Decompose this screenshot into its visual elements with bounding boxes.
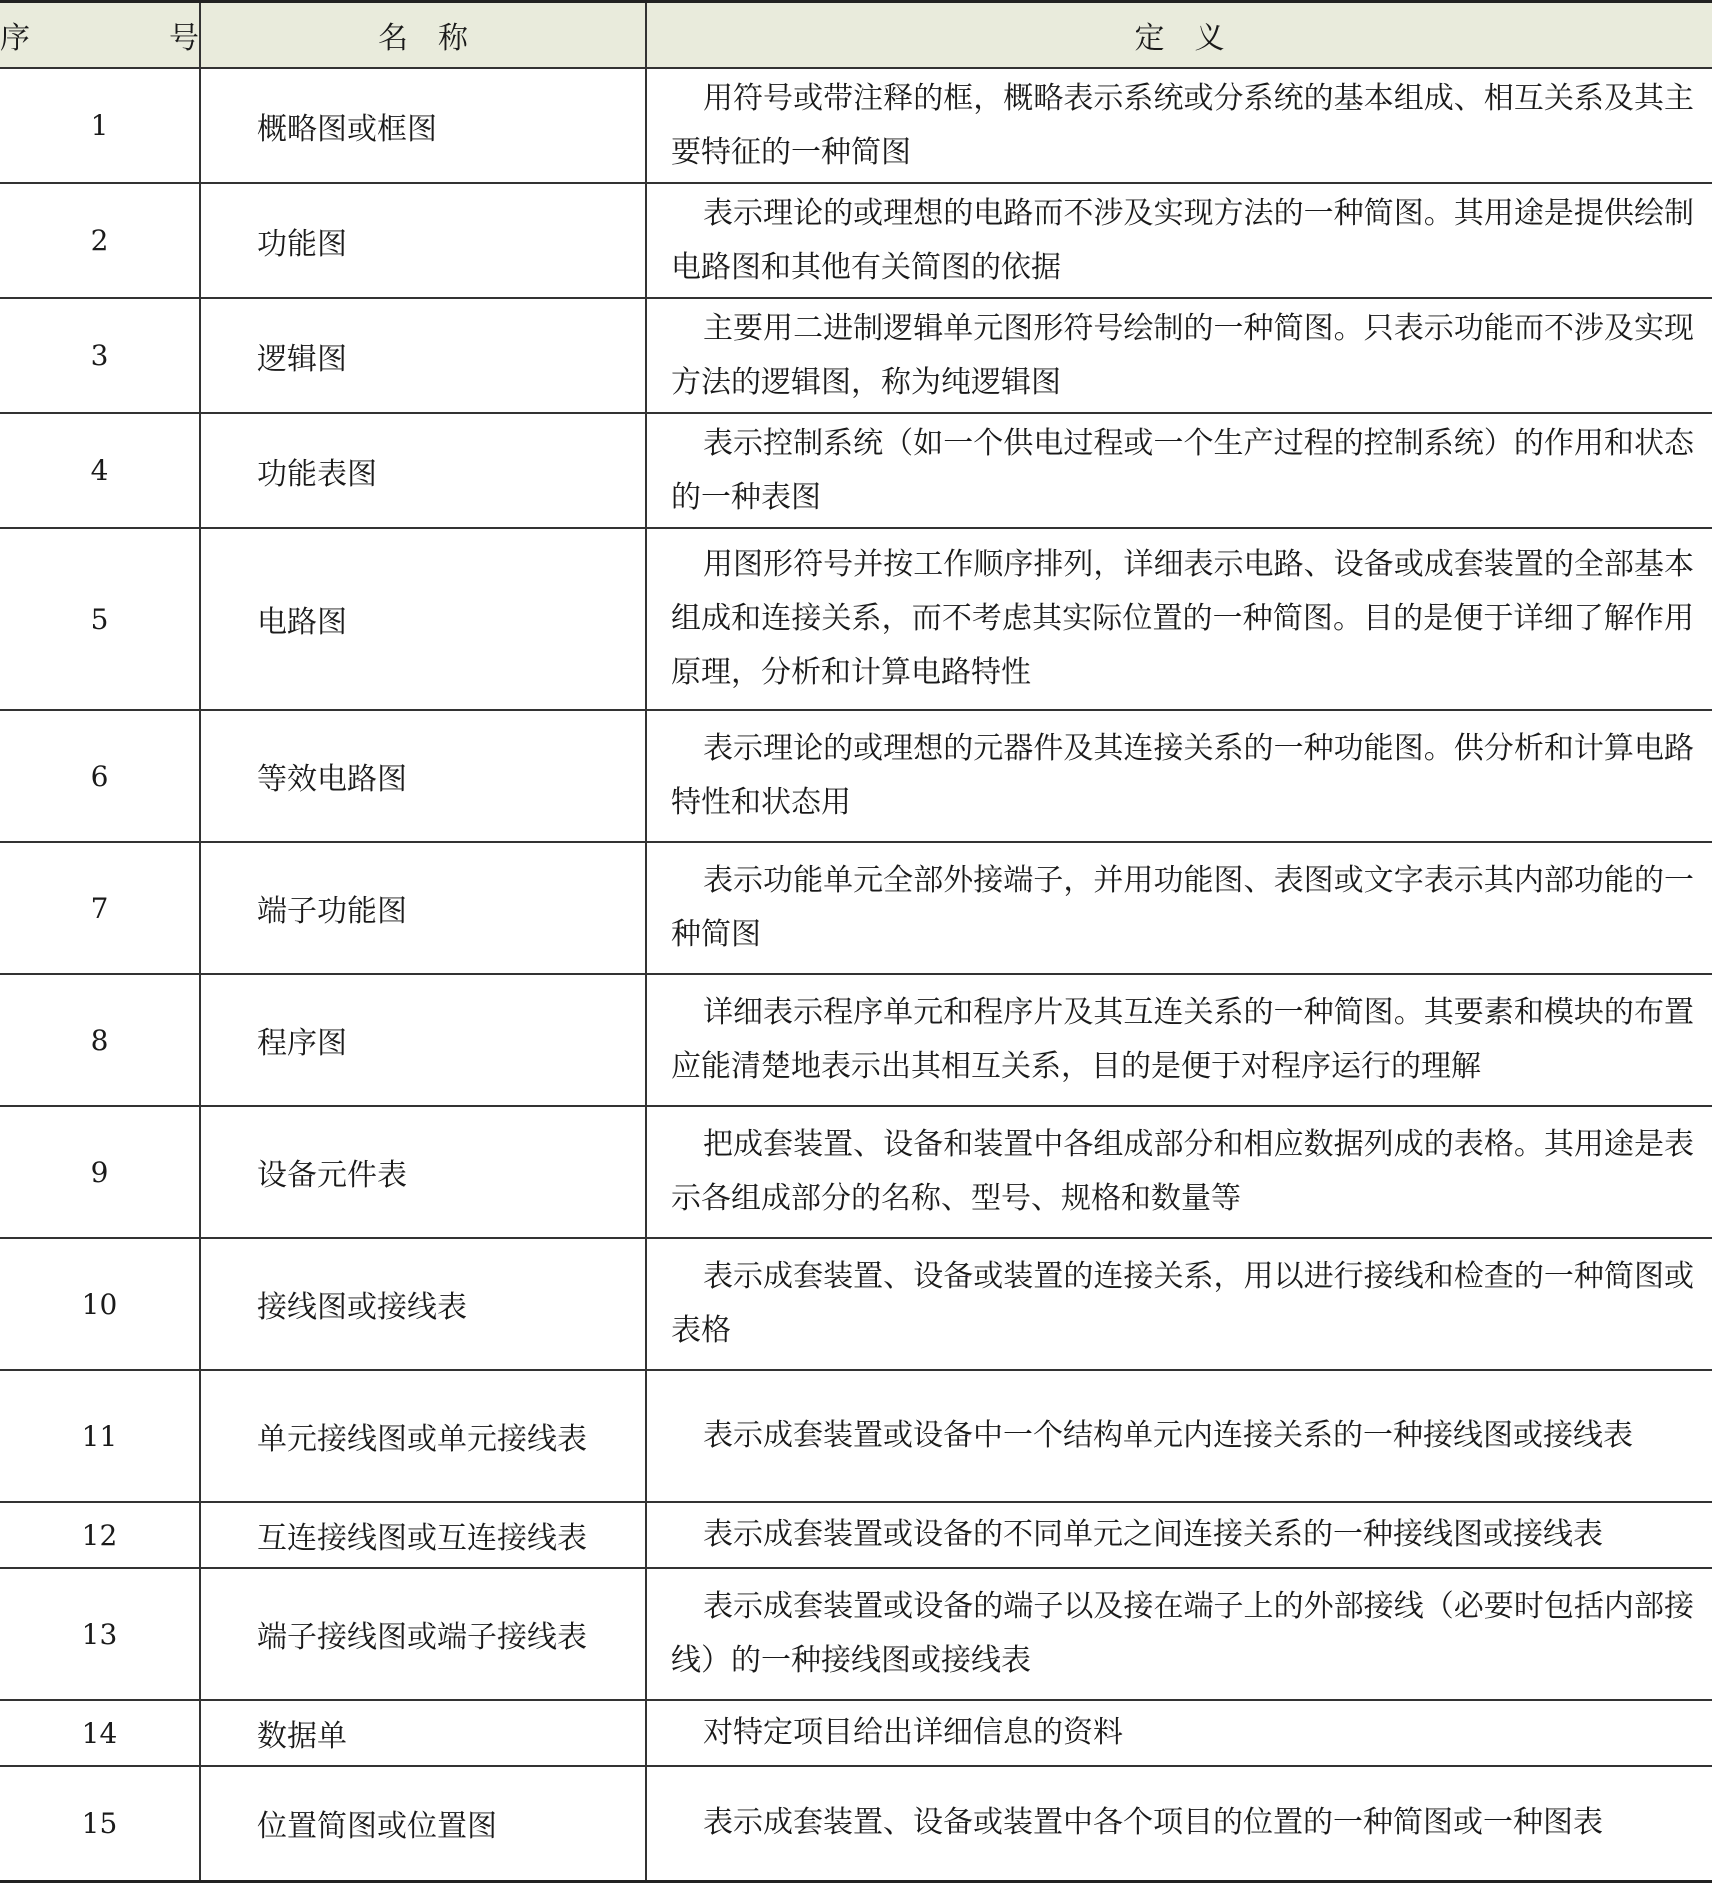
row-definition: 表示成套装置或设备的端子以及接在端子上的外部接线（必要时包括内部接线）的一种接线图或接线表 [671, 1589, 1694, 1678]
row-number: 15 [0, 1766, 200, 1881]
row-name: 端子功能图 [200, 842, 646, 974]
row-name: 单元接线图或单元接线表 [200, 1370, 646, 1502]
row-definition: 表示理论的或理想的元器件及其连接关系的一种功能图。供分析和计算电路特性和状态用 [671, 731, 1694, 820]
row-number: 7 [0, 842, 200, 974]
row-definition: 表示成套装置或设备中一个结构单元内连接关系的一种接线图或接线表 [703, 1418, 1633, 1453]
row-definition-cell [646, 68, 1712, 183]
row-definition: 用图形符号并按工作顺序排列，详细表示电路、设备或成套装置的全部基本组成和连接关系，而不考虑其实际位置的一种简图。目的是便于详细了解作用原理，分析和计算电路特性 [671, 547, 1694, 690]
row-number: 13 [0, 1568, 200, 1700]
row-name: 等效电路图 [200, 710, 646, 842]
row-name: 设备元件表 [200, 1106, 646, 1238]
row-number: 11 [0, 1370, 200, 1502]
row-number: 3 [0, 298, 200, 413]
row-definition: 表示成套装置或设备的不同单元之间连接关系的一种接线图或接线表 [703, 1517, 1603, 1552]
row-number: 1 [0, 68, 200, 183]
row-definition-cell [646, 1370, 1712, 1502]
row-definition-cell [646, 1568, 1712, 1700]
row-definition-cell [646, 1106, 1712, 1238]
header-definition: 定 义 [646, 2, 1712, 69]
table-row [0, 1700, 1712, 1766]
row-definition: 对特定项目给出详细信息的资料 [703, 1715, 1123, 1750]
row-definition: 表示功能单元全部外接端子，并用功能图、表图或文字表示其内部功能的一种简图 [671, 863, 1694, 952]
row-definition: 用符号或带注释的框，概略表示系统或分系统的基本组成、相互关系及其主要特征的一种简图 [671, 80, 1694, 170]
table-body [0, 68, 1712, 1881]
row-name: 功能图 [200, 183, 646, 298]
row-definition: 表示理论的或理想的电路而不涉及实现方法的一种简图。其用途是提供绘制电路图和其他有关简图的依据 [671, 195, 1694, 285]
row-number: 8 [0, 974, 200, 1106]
row-definition-cell [646, 298, 1712, 413]
table-row [0, 528, 1712, 710]
row-name: 数据单 [200, 1700, 646, 1766]
row-definition-cell [646, 1766, 1712, 1881]
row-name: 互连接线图或互连接线表 [200, 1502, 646, 1568]
row-definition-cell [646, 842, 1712, 974]
row-definition: 表示控制系统（如一个供电过程或一个生产过程的控制系统）的作用和状态的一种表图 [671, 425, 1694, 515]
header-name: 名 称 [200, 2, 646, 69]
row-definition-cell [646, 413, 1712, 528]
row-definition-cell [646, 710, 1712, 842]
row-name: 端子接线图或端子接线表 [200, 1568, 646, 1700]
table-row [0, 413, 1712, 528]
row-number: 14 [0, 1700, 200, 1766]
row-definition-cell [646, 528, 1712, 710]
table-row [0, 710, 1712, 842]
row-name: 程序图 [200, 974, 646, 1106]
header-no: 序 号 [0, 2, 200, 69]
table-header-row [0, 2, 1712, 69]
row-number: 5 [0, 528, 200, 710]
row-number: 12 [0, 1502, 200, 1568]
table-row [0, 974, 1712, 1106]
row-number: 4 [0, 413, 200, 528]
row-name: 接线图或接线表 [200, 1238, 646, 1370]
row-definition: 详细表示程序单元和程序片及其互连关系的一种简图。其要素和模块的布置应能清楚地表示出其相互关系，目的是便于对程序运行的理解 [671, 995, 1694, 1084]
table-row [0, 183, 1712, 298]
row-number: 10 [0, 1238, 200, 1370]
table-row [0, 68, 1712, 183]
row-definition: 表示成套装置、设备或装置的连接关系，用以进行接线和检查的一种简图或表格 [671, 1259, 1694, 1348]
row-definition: 主要用二进制逻辑单元图形符号绘制的一种简图。只表示功能而不涉及实现方法的逻辑图，称为纯逻辑图 [671, 310, 1694, 400]
table-row [0, 1370, 1712, 1502]
row-number: 6 [0, 710, 200, 842]
row-definition: 表示成套装置、设备或装置中各个项目的位置的一种简图或一种图表 [703, 1805, 1603, 1841]
row-number: 2 [0, 183, 200, 298]
table-row [0, 1502, 1712, 1568]
row-definition-cell [646, 1700, 1712, 1766]
row-definition-cell [646, 183, 1712, 298]
row-definition-cell [646, 974, 1712, 1106]
table-row [0, 1238, 1712, 1370]
row-name: 逻辑图 [200, 298, 646, 413]
table-row [0, 842, 1712, 974]
row-name: 位置简图或位置图 [200, 1766, 646, 1881]
row-name: 电路图 [200, 528, 646, 710]
row-name: 概略图或框图 [200, 68, 646, 183]
table-row [0, 298, 1712, 413]
table-row [0, 1568, 1712, 1700]
table-row [0, 1106, 1712, 1238]
row-name: 功能表图 [200, 413, 646, 528]
row-definition: 把成套装置、设备和装置中各组成部分和相应数据列成的表格。其用途是表示各组成部分的名称、型号、规格和数量等 [671, 1127, 1694, 1216]
table-row [0, 1766, 1712, 1881]
row-number: 9 [0, 1106, 200, 1238]
row-definition-cell [646, 1238, 1712, 1370]
row-definition-cell [646, 1502, 1712, 1568]
